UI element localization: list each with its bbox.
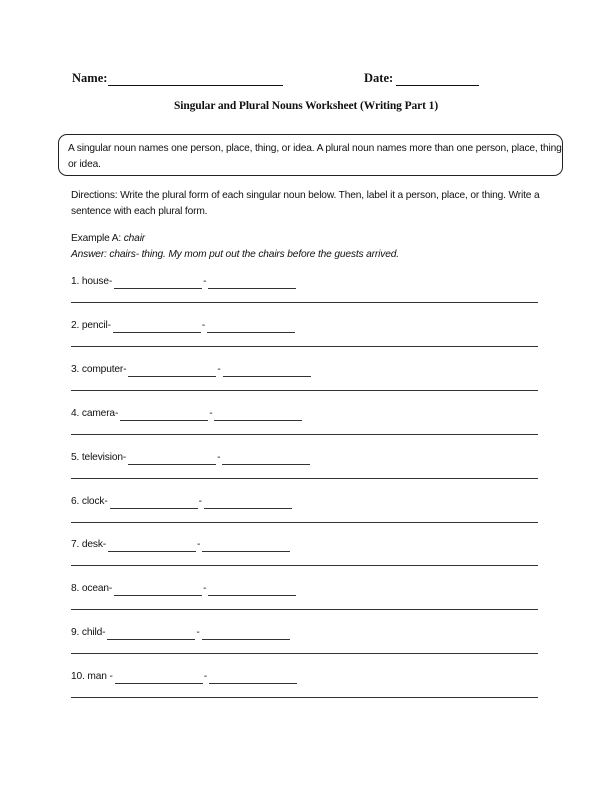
item-prompt	[71, 582, 296, 596]
category-answer-blank[interactable]	[222, 454, 310, 465]
category-answer-blank[interactable]	[214, 410, 302, 421]
worksheet-item	[71, 538, 538, 568]
item-label: 3. computer-	[71, 363, 127, 375]
worksheet-item	[71, 626, 538, 656]
worksheet-item	[71, 275, 538, 305]
item-separator: -	[203, 276, 207, 287]
item-separator: -	[217, 363, 221, 375]
plural-answer-blank[interactable]	[114, 585, 202, 596]
category-answer-blank[interactable]	[209, 673, 297, 684]
plural-answer-blank[interactable]	[114, 278, 202, 289]
plural-answer-blank[interactable]	[115, 673, 203, 684]
plural-answer-blank[interactable]	[108, 541, 196, 552]
plural-answer-blank[interactable]	[107, 629, 195, 640]
category-answer-blank[interactable]	[223, 366, 311, 377]
item-prompt	[71, 275, 296, 289]
item-prompt	[71, 451, 310, 465]
date-field-line[interactable]	[396, 85, 479, 86]
example-prefix: Example A:	[71, 233, 122, 244]
item-label: 8. ocean-	[71, 583, 113, 595]
sentence-answer-line[interactable]	[71, 346, 538, 347]
name-label: Name:	[72, 71, 108, 85]
category-answer-blank[interactable]	[204, 498, 292, 509]
example-word: chair	[123, 233, 146, 244]
category-answer-blank[interactable]	[208, 278, 296, 289]
worksheet-title: Singular and Plural Nouns Worksheet (Writing Part 1)	[173, 100, 439, 112]
directions-text: Directions: Write the plural form of each singular noun below. Then, label it a person, place, or thing. Write a sentence with each plural form.	[71, 190, 540, 217]
plural-answer-blank[interactable]	[128, 454, 216, 465]
item-separator: -	[203, 583, 207, 595]
item-separator: -	[201, 319, 206, 331]
sentence-answer-line[interactable]	[71, 609, 538, 610]
worksheet-item	[71, 407, 538, 437]
sentence-answer-line[interactable]	[71, 390, 538, 391]
category-answer-blank[interactable]	[202, 629, 290, 640]
item-prompt	[71, 538, 290, 552]
item-label: 7. desk-	[71, 539, 107, 551]
worksheet-item	[71, 363, 538, 393]
sentence-answer-line[interactable]	[71, 653, 538, 654]
example-answer: Answer: chairs- thing. My mom put out the chairs before the guests arrived.	[71, 249, 399, 260]
worksheet-item	[71, 582, 538, 612]
sentence-answer-line[interactable]	[71, 697, 538, 698]
sentence-answer-line[interactable]	[71, 302, 538, 303]
item-prompt	[71, 319, 295, 333]
plural-answer-blank[interactable]	[128, 366, 216, 377]
sentence-answer-line[interactable]	[71, 522, 538, 523]
item-separator: -	[203, 671, 207, 683]
item-separator: -	[198, 495, 202, 507]
worksheet-item	[71, 495, 538, 525]
plural-answer-blank[interactable]	[110, 498, 198, 509]
category-answer-blank[interactable]	[207, 322, 295, 333]
item-separator: -	[197, 539, 201, 551]
item-label: 9. child-	[71, 627, 106, 639]
item-label: 4. camera-	[71, 407, 119, 419]
item-prompt	[71, 670, 297, 684]
category-answer-blank[interactable]	[208, 585, 296, 596]
example-label	[71, 232, 145, 246]
item-separator: -	[209, 407, 213, 419]
worksheet-item	[71, 670, 538, 700]
name-field-line[interactable]	[108, 85, 283, 86]
item-separator: -	[196, 627, 200, 639]
item-label: 10. man -	[71, 671, 113, 683]
item-prompt	[71, 626, 290, 640]
plural-answer-blank[interactable]	[113, 322, 201, 333]
item-prompt	[71, 495, 292, 509]
date-label: Date:	[364, 71, 394, 85]
sentence-answer-line[interactable]	[71, 478, 538, 479]
plural-answer-blank[interactable]	[120, 410, 208, 421]
definition-box	[58, 134, 563, 176]
worksheet-item	[71, 451, 538, 481]
sentence-answer-line[interactable]	[71, 434, 538, 435]
sentence-answer-line[interactable]	[71, 565, 538, 566]
item-prompt	[71, 363, 311, 377]
definition-text: A singular noun names one person, place, thing, or idea. A plural noun names more than one person, place, thing or idea.	[68, 143, 562, 170]
item-label: 2. pencil-	[71, 319, 111, 331]
item-separator: -	[217, 451, 221, 463]
item-label: 6. clock-	[71, 495, 108, 507]
item-label: 5. television-	[71, 451, 127, 463]
item-prompt	[71, 407, 302, 421]
header-row	[72, 71, 492, 87]
worksheet-item	[71, 319, 538, 349]
item-label: 1. house-	[71, 276, 113, 287]
category-answer-blank[interactable]	[202, 541, 290, 552]
